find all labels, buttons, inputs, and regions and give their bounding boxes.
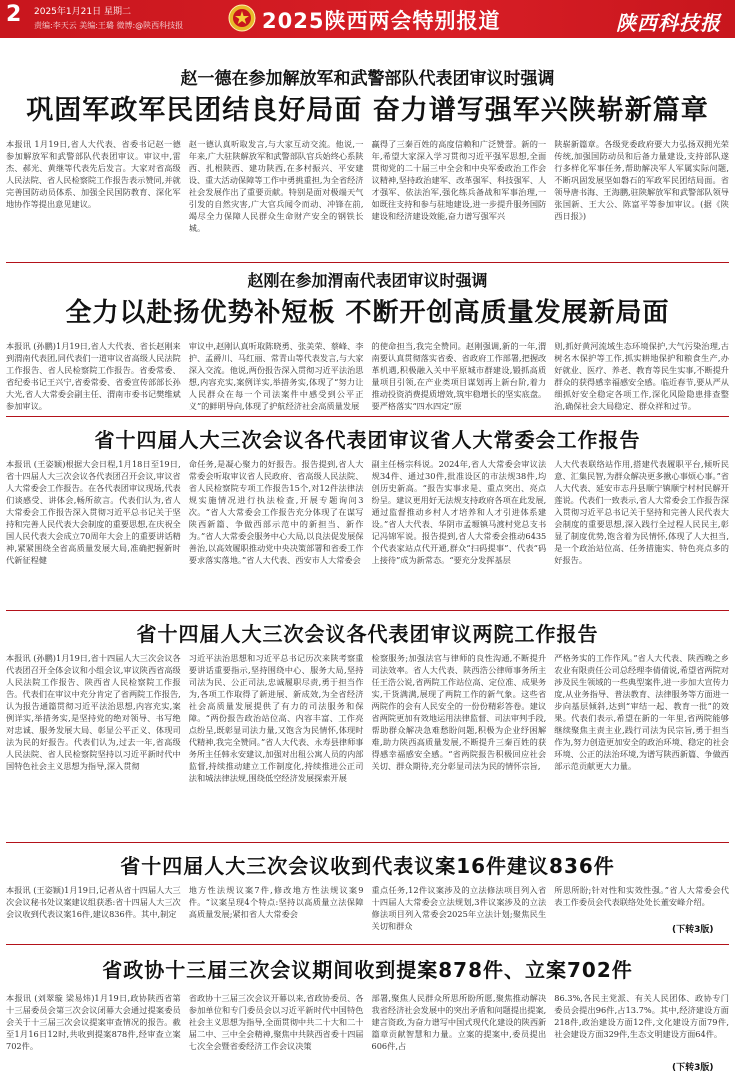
- article-1-column: 陕崭新篇章。各级党委政府要大力弘扬双拥光荣传统,加强国防动员和后备力量建设,支持部队遂行多样化军事任务,帮助解决军人军属实际问题,不断巩固发展坚如磐石的军政军民团结局面。省领导唐书海、王海鹏,驻陕解放军和武警部队领导张国新、王大公、陈富平等参加审议。(据《陕西日报》): [554, 139, 729, 221]
- section-title: 2025陕西两会特别报道: [262, 9, 501, 33]
- page-number: 2: [6, 2, 22, 27]
- article-2-column: 则,抓好黄河流域生态环境保护,大气污染治理,古树名木保护等工作,抓实耕地保护和粮食生产,办好就业、医疗、养老、教育等民生实事,不断提升群众的获得感幸福感安全感。临近春节,要从严从细抓好安全稳定各项工作,深化风险隐患排查整治,确保社会大局稳定、群众祥和过节。: [554, 341, 729, 411]
- article-2-headline: 全力以赴扬优势补短板 不断开创高质量发展新局面: [65, 298, 670, 328]
- article-5-column: 本报讯 (王姿颖)1月19日,记者从省十四届人大三次会议秘书处议案建议组获悉:省十四届人大三次会议收到代表议案16件,建议836件。其中,制定: [6, 885, 181, 919]
- continued-note: (下转3版): [672, 1063, 714, 1073]
- article-6-body: [6, 992, 729, 1064]
- article-2-body: [6, 340, 729, 412]
- article-5-headline: 省十四届人大三次会议收到代表议案16件建议836件: [120, 854, 615, 878]
- editor-contacts: 责编:李天云 美编:王璐 微博:@陕西科技报: [34, 21, 184, 30]
- article-4-column: 检察服务;加强法官与律师的良性沟通,不断提升司法效率。省人大代表、陕西浩公律师事务所主任王浩公说,省两院工作站位高、定位准、成果务实,干货满满,展现了两院工作的新气象。这些省两院作的会有人民安全的一份份精彩答卷。建议省两院更加有效地运用法律监督、司法审判手段,帮助群众解决急难愁盼问题,积极为企业纾困解难,助力陕西高质量发展,不断提升三秦百姓的获得感幸福感安全感。“省两院报告积极回应社会关切、群众期待,充分彰显司法为民的情怀宗旨,: [371, 653, 547, 771]
- national-emblem-icon: [228, 4, 256, 32]
- continued-note: (下转3版): [672, 925, 714, 935]
- article-3-column: 副主任杨宗科说。2024年,省人大常委会审议法规34件、通过30件,批准设区的市法规38件,均创历史新高。“报告实事求是、重点突出、亮点纷呈。建议更用好无法规支持政府各项在此发展,通过监督推动乡村人才培养和人才引进体系建设。”省人大代表、华阴市孟塬镇马渡村党总支书记冯锦军说。报告提到,省人大常委会推动6435个代表家站点代开通,群众“扫码提事”、代表“码上接待”成为新常态。“要充分发挥基层: [371, 459, 547, 565]
- article-1-column: 本报讯 1月19日,省人大代表、省委书记赵一德参加解放军和武警部队代表团审议。审议中,雷杰、郝光、黄继等代表先后发言。大家对省高级人民法院、省人民检察院工作报告表示赞同,并就完善国防动员体系、加强全民国防教育、深化军地协作等提出意见建议。: [6, 139, 181, 209]
- article-3-column: 本报讯 (王姿颖)根据大会日程,1月18日至19日,省十四届人大三次会议各代表团召开会议,审议省人大常委会工作报告。在各代表团审议现场,代表们谈感受、讲体会,畅所欲言。代表们认为,省人大常委会工作报告深入贯彻习近平总书记关于坚持和完善人民代表大会制度的重要思想,在庆祝全国人民代表大会成立70周年大会上的重要讲话精神,紧紧围绕全省高质量发展大局,准确把握新时代新征程健: [6, 459, 181, 565]
- article-6-column: 本报讯 (刘翠璇 梁易炜)1月19日,政协陕西省第十三届委员会第三次会议闭幕大会通过提案委员会关于十三届三次会议提案审查情况的报告。截至1月16日12时,共收到提案878件,经审查立案702件。: [6, 993, 181, 1051]
- article-2-kicker: 赵刚在参加渭南代表团审议时强调: [247, 271, 488, 290]
- article-4-column: 严格务实的工作作风。”省人大代表、陕西晚之乡农业有限责任公司总经理李倩倩说,希望省两院对涉及民生领域的一些典型案件,进一步加大宣传力度,从业务指导、普法教育、法律服务等方面进一步向基层倾斜,达到“审结一起、教育一批”的效果。代表们表示,希望在新的一年里,省两院能够继续聚焦主责主业,践行司法为民宗旨,勇于担当作为,努力创造更加安全的政治环境、稳定的社会环境、公正的法治环境,为谱写陕西新篇、争做西部示范贡献更大力量。: [554, 653, 729, 771]
- article-5-body: [6, 884, 729, 932]
- article-6-column: 部署,聚焦人民群众所思所盼所愿,聚焦推动解决我省经济社会发展中的突出矛盾和问题提出提案,建言资政,为奋力谱写中国式现代化建设的陕西新篇章贡献智慧和力量。立案的提案中,委员提出606件,占: [371, 993, 547, 1051]
- section-divider: [6, 842, 729, 843]
- article-5-column: 所思所盼;针对性和实效性强。”省人大常委会代表工作委员会代表联络处处长董安峰介绍。: [554, 885, 729, 907]
- article-2-column: 的使命担当,我完全赞同。赵刚强调,新的一年,渭南要认真贯彻落实省委、省政府工作部署,把握改革机遇,积极融入关中平原城市群建设,锻抓高质量项目引领,在产业类项目谋划再上新台阶,着力推动投资消费提质增效,筑牢稳增长的坚实底盘。要严格落实“四水四定”原: [371, 341, 547, 411]
- article-1-column: 赵一德认真听取发言,与大家互动交流。他说,一年来,广大驻陕解放军和武警部队官兵始终心系陕西、扎根陕西、建功陕西,在多村振兴、平安建设、重大活动保障等工作中勇挑重担,为全省经济社会发展作出了重要贡献。特别是面对极端天气引发的自然灾害,广大官兵闻令而动、冲锋在前,竭尽全力保障人民群众生命财产安全的钢铁长城。: [188, 139, 364, 233]
- article-4-column: 本报讯 (孙鹏)1月19日,省十四届人大三次会议各代表团召开全体会议和小组会议,审议陕西省高级人民法院工作报告、陕西省人民检察院工作报告。代表们在审议中充分肯定了省两院工作报告,认为报告通篇贯彻习近平法治思想,内容充实,案例详实,举措务实,是坚持党的绝对领导、书写绝对忠诚、服务发展大局、彰显公平正义、体现司法为民的好报告。代表们认为,过去一年,省高级人民法院、省人民检察院坚持以习近平新时代中国特色社会主义思想为指导,深入贯彻: [6, 653, 181, 771]
- article-6-column: 86.3%,各民主党派、有关人民团体、政协专门委员会提出96件,占13.7%。其中,经济建设方面218件,政治建设方面12件,文化建设方面79件,社会建设方面329件,生态文明建设方面64件。: [554, 993, 729, 1039]
- article-3-column: 命任务,是凝心聚力的好报告。报告提到,省人大常委会听取审议省人民政府、省高级人民法院、省人民检察院专项工作报告15个,对12件法律法规实施情况进行执法检查,开展专题询问3次。“省人大常委会工作报告充分体现了在谋写陕西新篇、争做西部示范中的新担当、新作为。”省人大常委会服务中心大局,以良法促发展保善治,以高效履职推动党中央决策部署和省委工作要求落实落地。”省人大代表、西安市人大常委会: [188, 459, 364, 565]
- page-header: [0, 0, 735, 38]
- article-1-body: [6, 138, 729, 258]
- article-2-column: 审议中,赵刚认真听取陈晓勇、张美荣、蔡峰、李护、孟爵川、马红丽、常青山等代表发言,与大家深入交流。他说,两份报告深入贯彻习近平法治思想,内容充实,案例详实,举措务实,体现了“努力让人民群众在每一个司法案件中感受到公平正义”的鲜明导向,体现了护航经济社会高质量发展: [188, 341, 364, 411]
- paper-name: 陕西科技报: [616, 11, 721, 35]
- section-divider: [6, 416, 729, 417]
- article-2-column: 本报讯 (孙鹏)1月19日,省人大代表、省长赵刚来到渭南代表团,同代表们一道审议省高级人民法院工作报告、省人民检察院工作报告。省委常委、省纪委书记王兴宁,省委常委、省委宣传部部长孙大光,省人大常委会副主任、渭南市委书记樊维斌参加审议。: [6, 341, 181, 411]
- article-1-kicker: 赵一德在参加解放军和武警部队代表团审议时强调: [180, 69, 555, 89]
- article-6-column: 省政协十三届三次会议开幕以来,省政协委员、各参加单位和专门委员会以习近平新时代中国特色社会主义思想为指导,全面贯彻中共二十大和二十届二中、三中全会精神,聚焦中共陕西省委十四届七次全会暨省委经济工作会议决策: [188, 993, 364, 1051]
- article-4-headline: 省十四届人大三次会议各代表团审议两院工作报告: [136, 622, 599, 646]
- article-3-column: 人大代表联络站作用,搭建代表履职平台,倾听民意、汇集民智,为群众解决更多揪心事烦心事。”省人大代表、延安市志丹县顺宁镇顺宁村村民解开莲说。代表们一致表示,省人大常委会工作报告深入贯彻习近平总书记关于坚持和完善人民代表大会制度的重要思想,深入践行全过程人民民主,彰显了制度优势,饱含着为民情怀,体现了人大担当,是一个政治站位高、任务措施实、特色亮点多的好报告。: [554, 459, 729, 565]
- article-3-headline: 省十四届人大三次会议各代表团审议省人大常委会工作报告: [94, 428, 641, 452]
- section-divider: [6, 262, 729, 263]
- article-3-body: [6, 458, 729, 604]
- article-5-column: 重点任务,12件议案涉及的立法修法项目列入省十四届人大常委会立法规划,3件议案涉及的立法修法项目列入常委会2025年立法计划;聚焦民生关切和群众: [371, 885, 547, 931]
- article-5-column: 地方性法规议案7件,修改地方性法规议案9件。“议案呈现4个特点:坚持以高质量立法保障高质量发展;紧扣省人大常委会: [188, 885, 364, 919]
- article-6-headline: 省政协十三届三次会议期间收到提案878件、立案702件: [102, 958, 633, 982]
- issue-date: 2025年1月21日 星期二: [34, 7, 131, 17]
- section-divider: [6, 944, 729, 945]
- article-1-column: 赢得了三秦百姓的高度信赖和广泛赞誉。新的一年,希望大家深入学习贯彻习近平强军思想,全面贯彻党的二十届三中全会和中央军委政治工作会议精神,坚持政治建军、改革强军、科技强军、人才强军、依法治军,强化练兵备战和军事治理,一如既往支持和参与驻地建设,进一步提升服务国防建设和经济建设效能,奋力谱写强军兴: [371, 139, 547, 221]
- section-divider: [6, 610, 729, 611]
- article-1-headline: 巩固军政军民团结良好局面 奋力谱写强军兴陕崭新篇章: [26, 95, 709, 126]
- article-4-body: [6, 652, 729, 834]
- article-4-column: 习近平法治思想和习近平总书记历次来陕考察重要讲话重要指示,坚持围绕中心、服务大局,坚持司法为民、公正司法,忠诚履职尽责,勇于担当作为,各项工作取得了新进展、新成效,为全省经济社会高质量发展提供了有力的司法服务和保障。“两份报告政治站位高、内容丰富、工作亮点纷呈,既彰显司法力量,又饱含为民情怀,体现时代精神,我完全赞同。”省人大代表、永寿县律师事务所主任韩永安建议,加强对出租公寓人员的内部监督,持续推动建立工作制度化,持续推进公正司法和城法律法规,围绕低空经济发展探索开展: [188, 653, 364, 783]
